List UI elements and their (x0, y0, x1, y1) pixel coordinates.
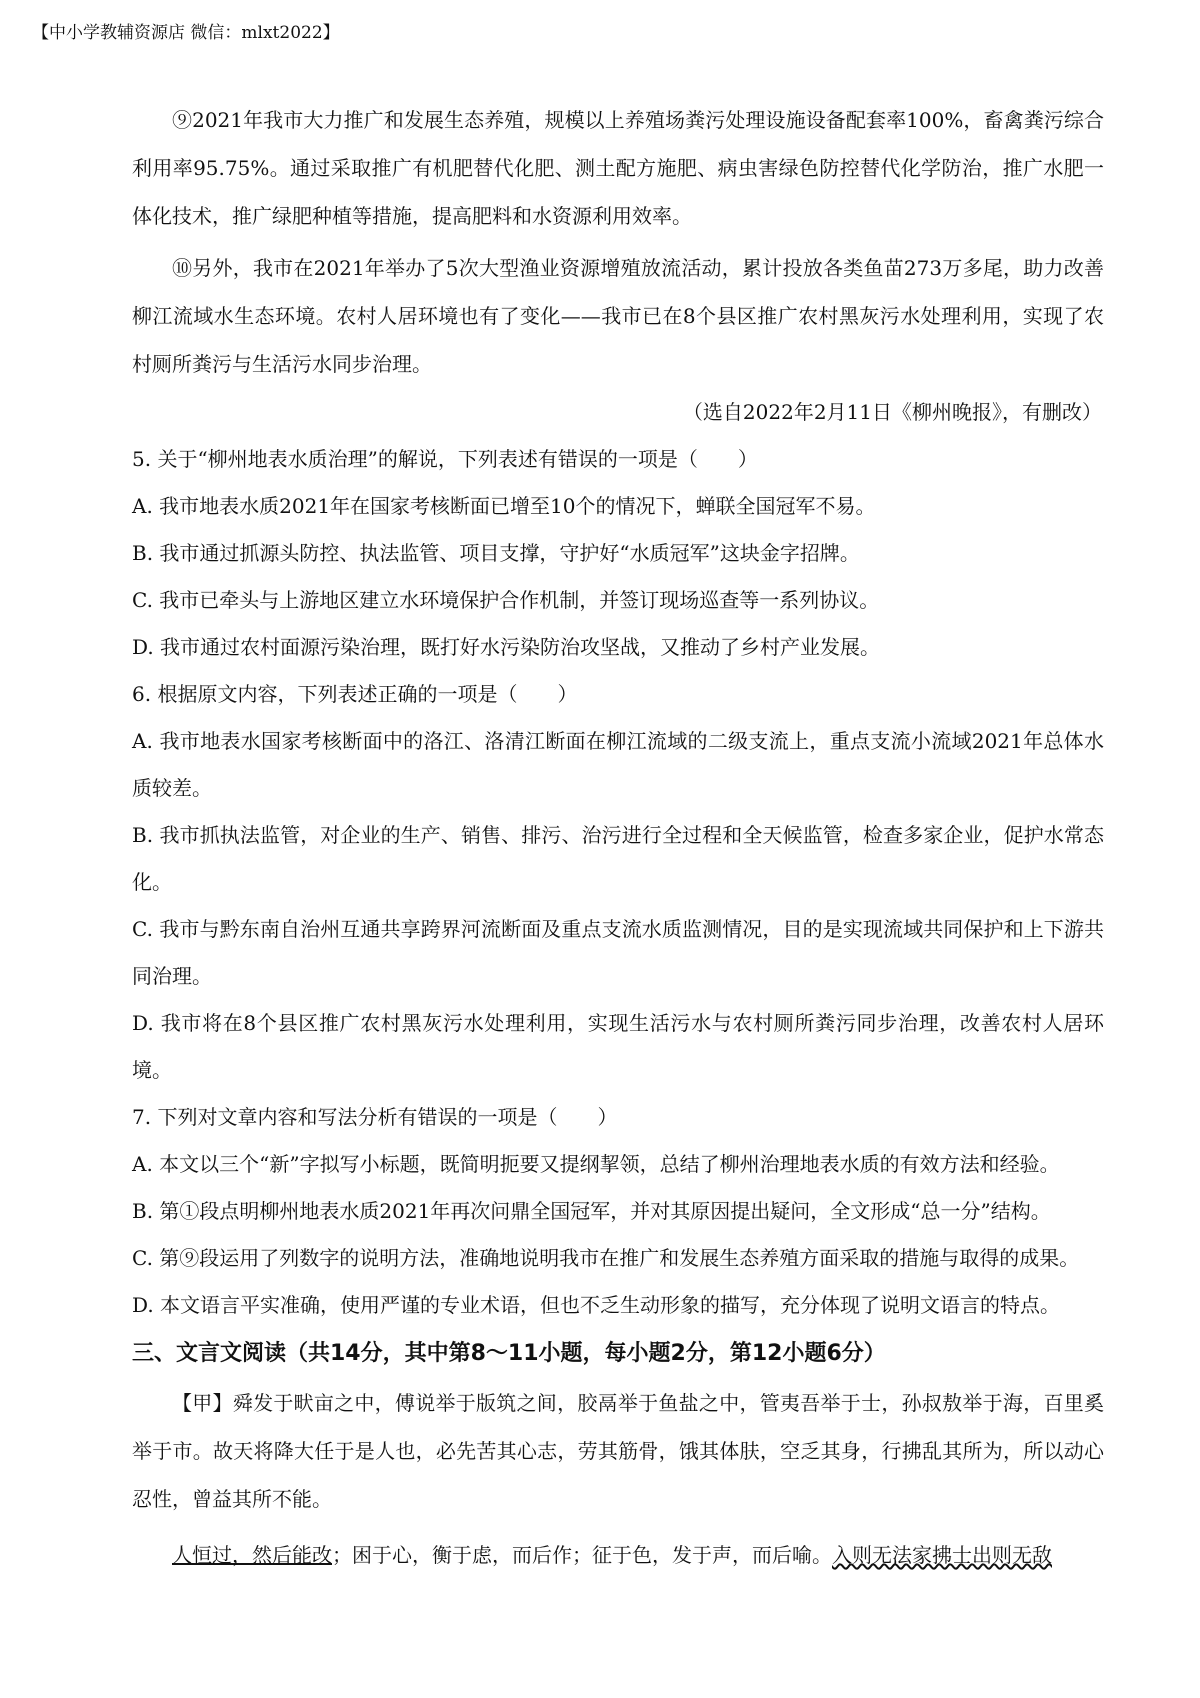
option-d: D. 本文语言平实准确，使用严谨的专业术语，但也不乏生动形象的描写，充分体现了说明文语言的特点。 (132, 1293, 1061, 1317)
question-7 (132, 1094, 1104, 1329)
paragraph-9: ⑨2021年我市大力推广和发展生态养殖，规模以上养殖场粪污处理设施设备配套率100%，畜禽粪污综合利用率95.75%。通过采取推广有机肥替代化肥、测土配方施肥、病虫害绿色防控替代化学防治，推广水肥一体化技术，推广绿肥种植等措施，提高肥料和水资源利用效率。 (132, 108, 1104, 228)
option-c: C. 第⑨段运用了列数字的说明方法，准确地说明我市在推广和发展生态养殖方面采取的措施与取得的成果。 (132, 1246, 1080, 1270)
option-d: D. 我市通过农村面源污染治理，既打好水污染防治攻坚战，又推动了乡村产业发展。 (132, 635, 881, 659)
passage-jia: 【甲】舜发于畎亩之中，傅说举于版筑之间，胶鬲举于鱼盐之中，管夷吾举于士，孙叔敖举于海，百里奚举于市。故天将降大任于是人也，必先苦其心志，劳其筋骨，饿其体肤，空乏其身，行拂乱其所为，所以动心忍性，曾益其所不能。 (132, 1391, 1104, 1511)
sentence-text: ；困于心，衡于虑，而后作；征于色，发于声，而后喻。 (332, 1543, 832, 1567)
option-b: B. 我市通过抓源头防控、执法监管、项目支撑，守护好“水质冠军”这块金字招牌。 (132, 541, 860, 565)
option-a: A. 我市地表水国家考核断面中的洛江、洛清江断面在柳江流域的二级支流上，重点支流小流域2021年总体水质较差。 (132, 729, 1104, 800)
option-b: B. 第①段点明柳州地表水质2021年再次问鼎全国冠军，并对其原因提出疑问，全文形成“总一分”结构。 (132, 1199, 1051, 1223)
option-c: C. 我市已牵头与上游地区建立水环境保护合作机制，并签订现场巡查等一系列协议。 (132, 588, 880, 612)
passage-jia-continued (132, 1531, 1104, 1579)
underlined-sentence: 人恒过，然后能改 (172, 1543, 332, 1567)
question-6 (132, 671, 1104, 1094)
question-5 (132, 436, 1104, 671)
document-body (132, 96, 1104, 1579)
option-a: A. 我市地表水质2021年在国家考核断面已增至10个的情况下，蝉联全国冠军不易。 (132, 494, 876, 518)
section-title: 三、文言文阅读（共14分，其中第8～11小题，每小题2分，第12小题6分） (132, 1341, 886, 1366)
option-d: D. 我市将在8个县区推广农村黑灰污水处理利用，实现生活污水与农村厕所粪污同步治理，改善农村人居环境。 (132, 1011, 1104, 1082)
question-stem: 5. 关于“柳州地表水质治理”的解说，下列表述有错误的一项是（ ） (132, 447, 758, 471)
option-c: C. 我市与黔东南自治州互通共享跨界河流断面及重点支流水质监测情况，目的是实现流域共同保护和上下游共同治理。 (132, 917, 1104, 988)
paragraph-10: ⑩另外，我市在2021年举办了5次大型渔业资源增殖放流活动，累计投放各类鱼苗273万多尾，助力改善柳江流域水生态环境。农村人居环境也有了变化——我市已在8个县区推广农村黑灰污水处理利用，实现了农村厕所粪污与生活污水同步治理。 (132, 256, 1104, 376)
wavy-underlined-sentence: 入则无法家拂士出则无敌 (832, 1543, 1052, 1567)
option-a: A. 本文以三个“新”字拟写小标题，既简明扼要又提纲挈领，总结了柳州治理地表水质的有效方法和经验。 (132, 1152, 1060, 1176)
question-stem: 7. 下列对文章内容和写法分析有错误的一项是（ ） (132, 1105, 618, 1129)
question-stem: 6. 根据原文内容，下列表述正确的一项是（ ） (132, 682, 578, 706)
source-citation: （选自2022年2月11日《柳州晚报》，有删改） (682, 400, 1102, 424)
page-header: 【中小学教辅资源店 微信：mlxt2022】 (32, 23, 340, 43)
option-b: B. 我市抓执法监管，对企业的生产、销售、排污、治污进行全过程和全天候监管，检查多家企业，促护水常态化。 (132, 823, 1104, 894)
